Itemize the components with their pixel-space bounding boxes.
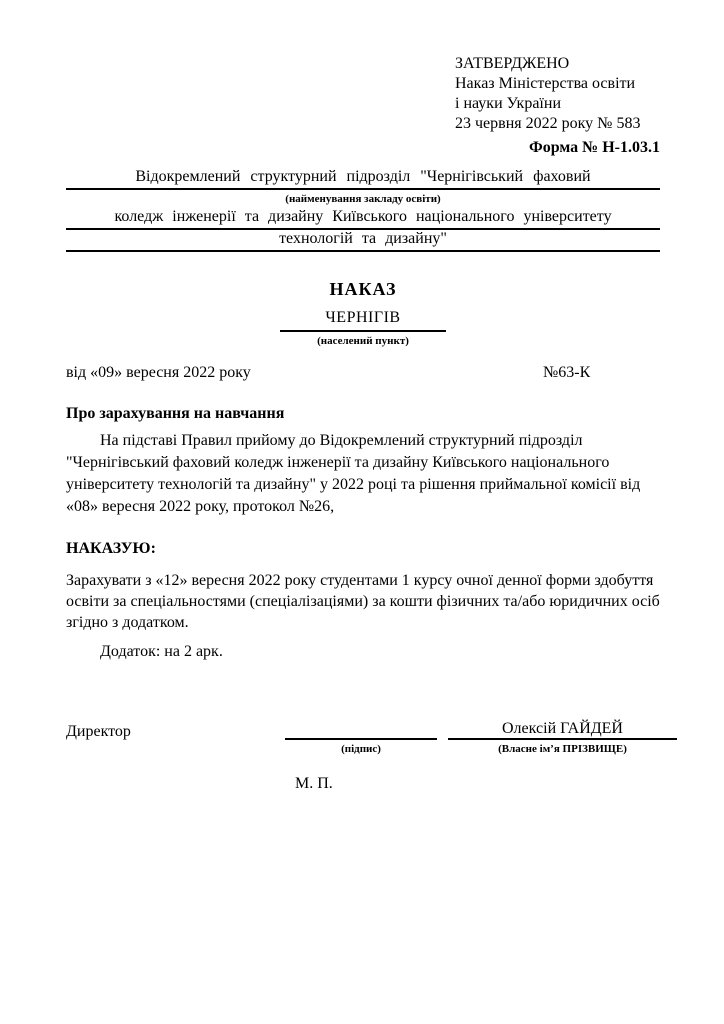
- signature-line-caption: (підпис): [341, 743, 381, 755]
- institution-name-line-1: Відокремлений структурний підрозділ "Чернігівський фаховий: [66, 168, 660, 190]
- seal-mark: М. П.: [295, 775, 333, 792]
- signature-line: [285, 720, 437, 740]
- approval-order-line-1: Наказ Міністерства освіти: [455, 75, 636, 92]
- order-subject: Про зарахування на навчання: [66, 405, 285, 422]
- form-number: Форма № Н-1.03.1: [528, 139, 660, 156]
- signer-position: Директор: [66, 723, 131, 740]
- order-number: №63-К: [543, 364, 591, 381]
- city-block: [280, 309, 446, 350]
- approval-order-line-2: і науки України: [455, 95, 561, 112]
- signer-name-block: [448, 720, 677, 758]
- order-heading: НАКАЗ: [329, 279, 397, 299]
- signature-row: [66, 720, 660, 768]
- resolve-text: Зарахувати з «12» вересня 2022 року студентами 1 курсу очної денної форми здобуття освіти за спеціальностями (спеціалізаціями) за кошти фізичних та/або юридичних осіб згідно з додатком.: [66, 572, 660, 631]
- order-preamble: На підставі Правил прийому до Відокремлений структурний підрозділ "Чернігівський фаховий коледж інженерії та дизайну Київського національного університету технологій та дизайну" у 2022 році та рішення приймальної комісії від «08» вересня 2022 року, протокол №26,: [66, 432, 641, 515]
- signer-name: Олексій ГАЙДЕЙ: [448, 720, 677, 740]
- document-content: [66, 54, 660, 794]
- approval-stamp: ЗАТВЕРДЖЕНО: [455, 55, 570, 72]
- institution-name-line-2: коледж інженерії та дизайну Київського національного університету: [66, 208, 660, 230]
- signature-line-block: [285, 720, 437, 758]
- approval-order-line-3: 23 червня 2022 року № 583: [455, 115, 641, 132]
- city-name: ЧЕРНІГІВ: [280, 309, 446, 332]
- signer-name-caption: (Власне ім’я ПРІЗВИЩЕ): [498, 743, 627, 755]
- approval-block: [455, 54, 660, 134]
- order-date-row: [66, 363, 660, 383]
- institution-name-line-3: технологій та дизайну": [66, 230, 660, 252]
- attachment-note: Додаток: на 2 арк.: [100, 643, 223, 660]
- institution-name-caption: (найменування закладу освіти): [285, 193, 441, 205]
- order-date: від «09» вересня 2022 року: [66, 364, 251, 381]
- city-caption: (населений пункт): [317, 335, 409, 347]
- resolve-heading: НАКАЗУЮ:: [66, 540, 156, 557]
